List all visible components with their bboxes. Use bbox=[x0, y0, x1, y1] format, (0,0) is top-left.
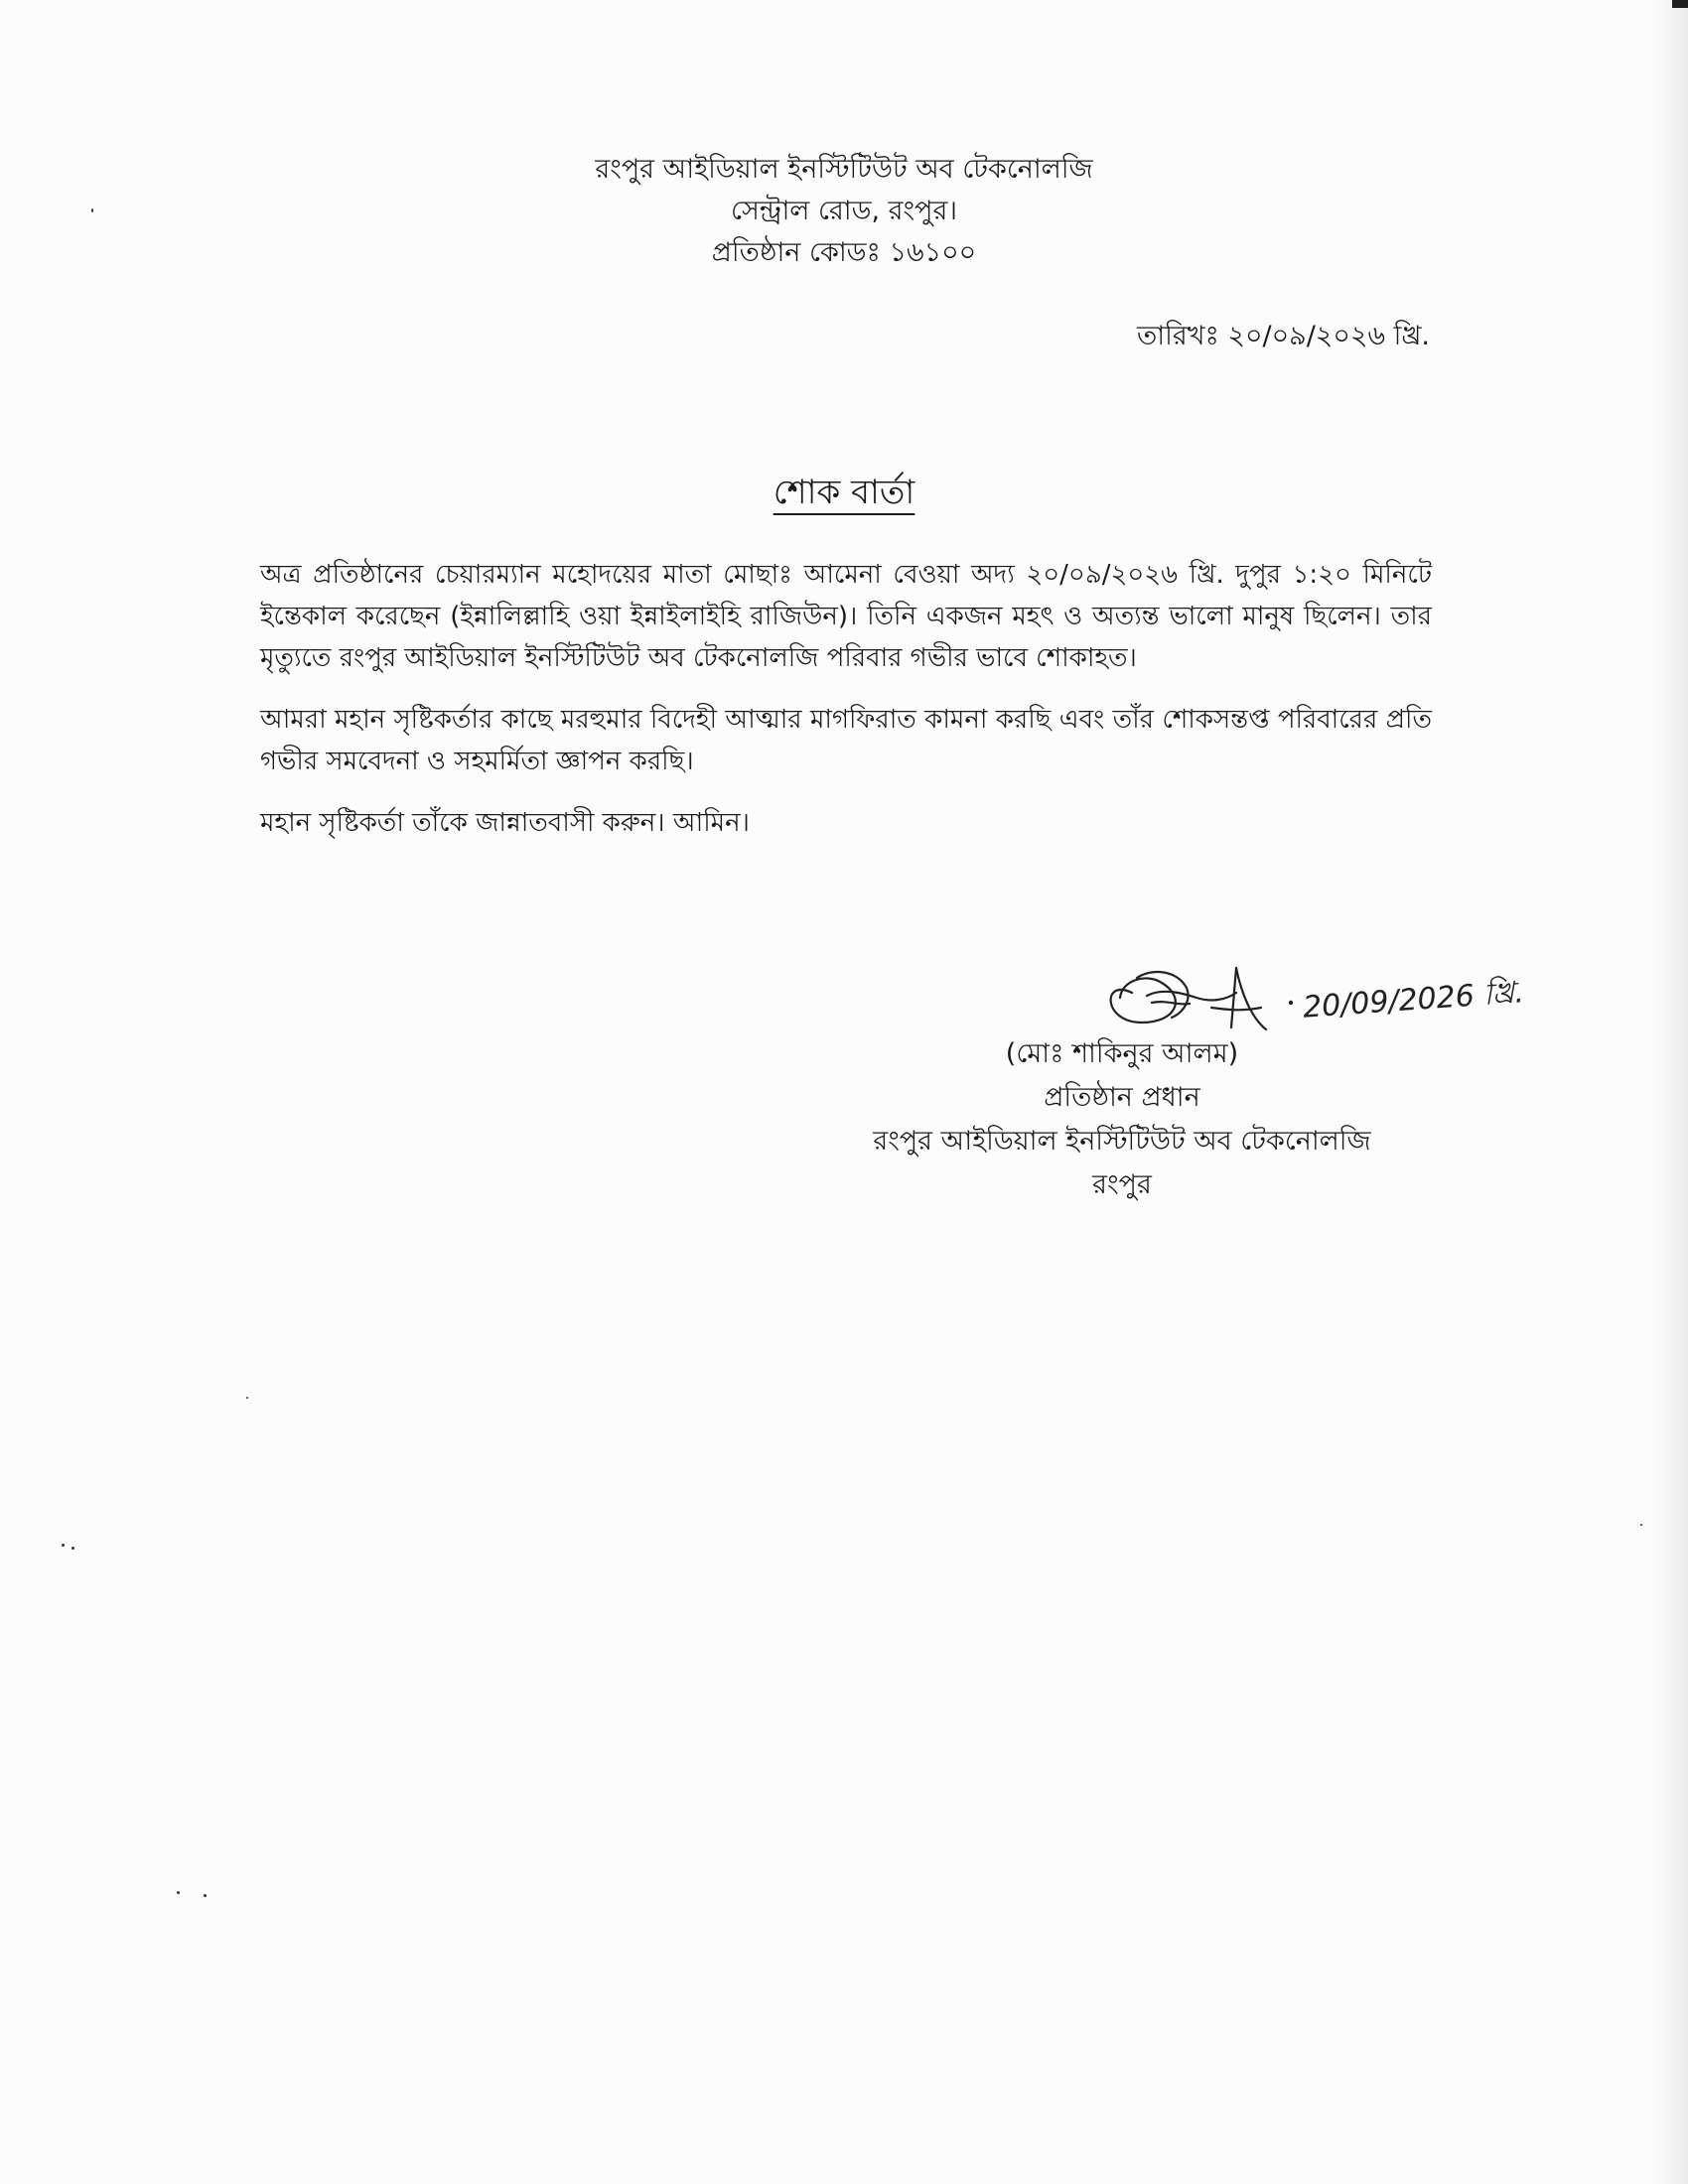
scan-speck bbox=[246, 1397, 248, 1399]
signatory-name: (মোঃ শাকিনুর আলম) bbox=[1005, 1038, 1239, 1069]
institution-address: সেন্ট্রাল রোড, রংপুর। bbox=[731, 196, 957, 226]
scan-corner-mark bbox=[1672, 0, 1688, 8]
signatory-block bbox=[814, 1032, 1430, 1207]
scan-edge-shadow bbox=[1650, 0, 1688, 2184]
scan-speck bbox=[1640, 1524, 1642, 1526]
signatory-designation: প্রতিষ্ঠান প্রধান bbox=[1044, 1082, 1200, 1113]
scan-speck bbox=[177, 1891, 180, 1894]
scan-speck bbox=[204, 1894, 207, 1897]
signatory-institution: রংপুর আইডিয়াল ইনস্টিটিউট অব টেকনোলজি bbox=[873, 1126, 1371, 1157]
institution-name: রংপুর আইডিয়াল ইনস্টিটিউট অব টেকনোলজি bbox=[595, 154, 1093, 185]
body-paragraph-3: মহান সৃষ্টিকর্তা তাঁকে জান্নাতবাসী করুন। আমিন। bbox=[260, 808, 750, 838]
letterhead bbox=[447, 149, 1241, 274]
scan-speck bbox=[62, 1544, 65, 1547]
notice-title-text: শোক বার্তা bbox=[773, 473, 915, 512]
scan-speck bbox=[71, 1547, 74, 1550]
signatory-location: রংপুর bbox=[1092, 1169, 1152, 1200]
letter-date: তারিখঃ ২০/০৯/২০২৬ খ্রি. bbox=[1137, 321, 1430, 351]
body-paragraph-1: অত্র প্রতিষ্ঠানের চেয়ারম্যান মহোদয়ের মাতা মোছাঃ আমেনা বেওয়া অদ্য ২০/০৯/২০২৬ খ্রি. দুপুর ১:২০ মিনিটে ইন্তেকাল করেছেন (ইন্নালিল্লাহি ওয়া ইন্নাইলাইহি রাজিউন)। তিনি একজন মহৎ ও অত্যন্ত ভালো মানুষ ছিলেন। তার মৃত্যুতে রংপুর আইডিয়াল ইনস্টিটিউট অব টেকনোলজি পরিবার গভীর ভাবে শোকাহত। bbox=[260, 560, 1432, 673]
scan-speck bbox=[91, 208, 93, 212]
body-paragraph-2: আমরা মহান সৃষ্টিকর্তার কাছে মরহুমার বিদেহী আত্মার মাগফিরাত কামনা করছি এবং তাঁর শোকসন্তপ্ত পরিবারের প্রতি গভীর সমবেদনা ও সহমর্মিতা জ্ঞাপন করছি। bbox=[260, 705, 1432, 776]
handwritten-date: 20/09/2026 খ্রি. bbox=[1301, 975, 1525, 1025]
notice-body bbox=[260, 554, 1432, 864]
institution-code: প্রতিষ্ঠান কোডঃ ১৬১০০ bbox=[711, 237, 977, 268]
notice-title bbox=[596, 467, 1092, 523]
